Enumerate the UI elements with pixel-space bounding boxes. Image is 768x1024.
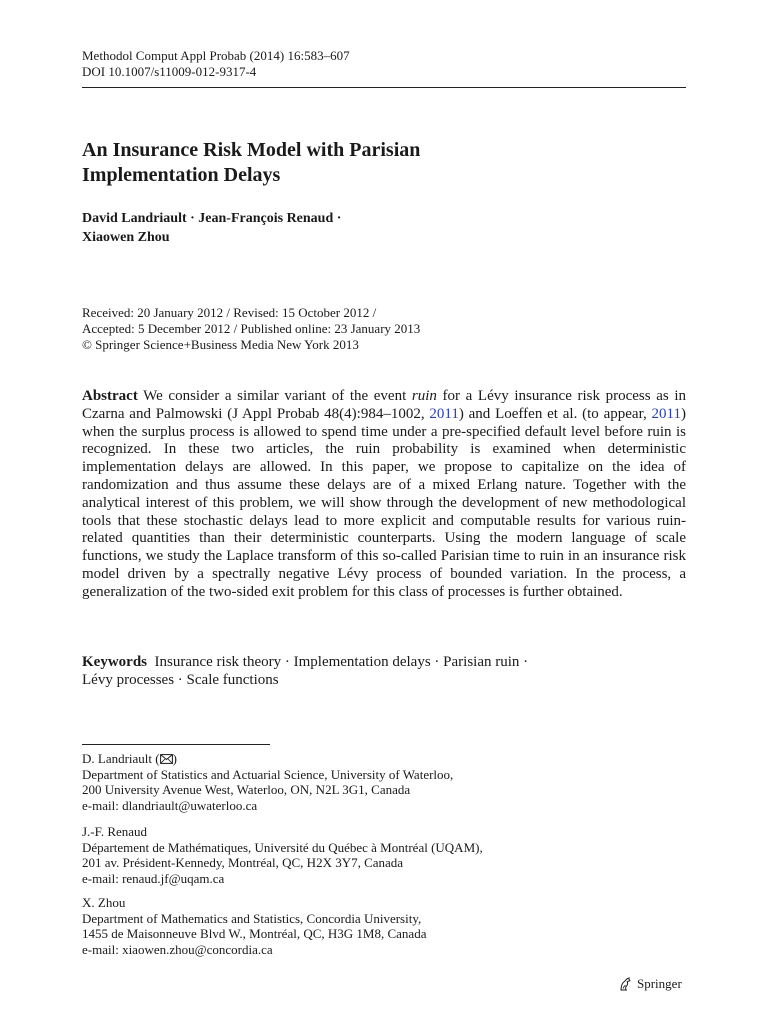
affiliation-email[interactable]: e-mail: dlandriault@uwaterloo.ca (82, 797, 258, 813)
affiliation-name-close: ) (172, 751, 177, 766)
publisher-logo (617, 976, 682, 992)
affiliation-landriault (82, 751, 686, 813)
affiliation-address: 201 av. Président-Kennedy, Montréal, QC, H2X 3Y7, Canada (82, 855, 404, 870)
affiliation-address: 200 University Avenue West, Waterloo, ON, N2L 3G1, Canada (82, 782, 411, 797)
abstract-text-3: ) and Loeffen et al. (to appear, (458, 405, 652, 422)
dates-line-2: Accepted: 5 December 2012 / Published online: 23 January 2013 (82, 321, 421, 336)
footnote-rule (82, 744, 270, 745)
abstract-ruin-term: ruin (411, 388, 437, 404)
authors-line-1: David Landriault · Jean-François Renaud · (82, 211, 342, 226)
title-line-2: Implementation Delays (82, 164, 281, 186)
authors-line-2: Xiaowen Zhou (82, 230, 170, 245)
header-rule (82, 87, 686, 88)
abstract-text-2: for a Lévy insurance risk process as in Czarna and Palmowski (J Appl Probab 48(4):984–1002, (82, 388, 686, 422)
copyright-line: © Springer Science+Business Media New York 2013 (82, 337, 359, 352)
abstract-label: Abstract (82, 388, 138, 404)
title-line-1: An Insurance Risk Model with Parisian (82, 139, 421, 161)
journal-citation: Methodol Comput Appl Probab (2014) 16:583–607 (82, 48, 350, 63)
springer-horse-icon (617, 976, 633, 992)
affiliation-renaud (82, 824, 686, 886)
affiliation-email[interactable]: e-mail: xiaowen.zhou@concordia.ca (82, 941, 273, 957)
journal-doi: DOI 10.1007/s11009-012-9317-4 (82, 64, 257, 79)
affiliation-name: X. Zhou (82, 895, 126, 910)
publisher-name: Springer (637, 976, 682, 991)
citation-link-1[interactable]: 2011 (429, 405, 459, 422)
affiliation-address: 1455 de Maisonneuve Blvd W., Montréal, QC, H3G 1M8, Canada (82, 926, 427, 941)
dates-line-1: Received: 20 January 2012 / Revised: 15 October 2012 / (82, 305, 377, 320)
envelope-icon (160, 754, 173, 764)
keywords-label: Keywords (82, 654, 147, 670)
journal-header (82, 48, 350, 80)
keywords-line-1: Insurance risk theory · Implementation delays · Parisian ruin · (154, 654, 529, 670)
affiliation-dept: Département de Mathématiques, Université du Québec à Montréal (UQAM), (82, 839, 483, 855)
abstract-text-4: ) when the surplus process is allowed to spend time under a pre-specified default level before ruin is recognized. In these two articles, the ruin probability is examined when deterministic implementation delays are allowed. In this paper, we propose to capitalize on the idea of randomization and thus assume these delays are of a mixed Erlang nature. Together with the analytical interest of this problem, we will show through the development of new methodological tools that these stochastic delays lead to more explicit and computable results for various ruin-related quantities than their deterministic counterparts. Using the modern language of scale functions, we study the Laplace transform of this so-called Parisian time to ruin in an insurance risk model driven by a spectrally negative Lévy process of bounded variation. In the process, a generalization of the two-sided exit problem for this class of processes is further obtained. (82, 405, 686, 600)
citation-link-2[interactable]: 2011 (651, 405, 681, 422)
publication-dates (82, 305, 686, 353)
abstract (82, 388, 686, 602)
affiliation-name: D. Landriault ( (82, 751, 160, 766)
keywords-line-2: Lévy processes · Scale functions (82, 672, 279, 688)
abstract-text-1: We consider a similar variant of the event (137, 388, 412, 404)
affiliation-dept: Department of Mathematics and Statistics, Concordia University, (82, 910, 422, 926)
author-list (82, 209, 686, 247)
affiliation-zhou (82, 895, 686, 957)
paper-title (82, 138, 686, 188)
affiliation-dept: Department of Statistics and Actuarial Science, University of Waterloo, (82, 766, 454, 782)
affiliation-name: J.-F. Renaud (82, 824, 148, 839)
keywords (82, 653, 686, 689)
affiliation-email[interactable]: e-mail: renaud.jf@uqam.ca (82, 870, 225, 886)
